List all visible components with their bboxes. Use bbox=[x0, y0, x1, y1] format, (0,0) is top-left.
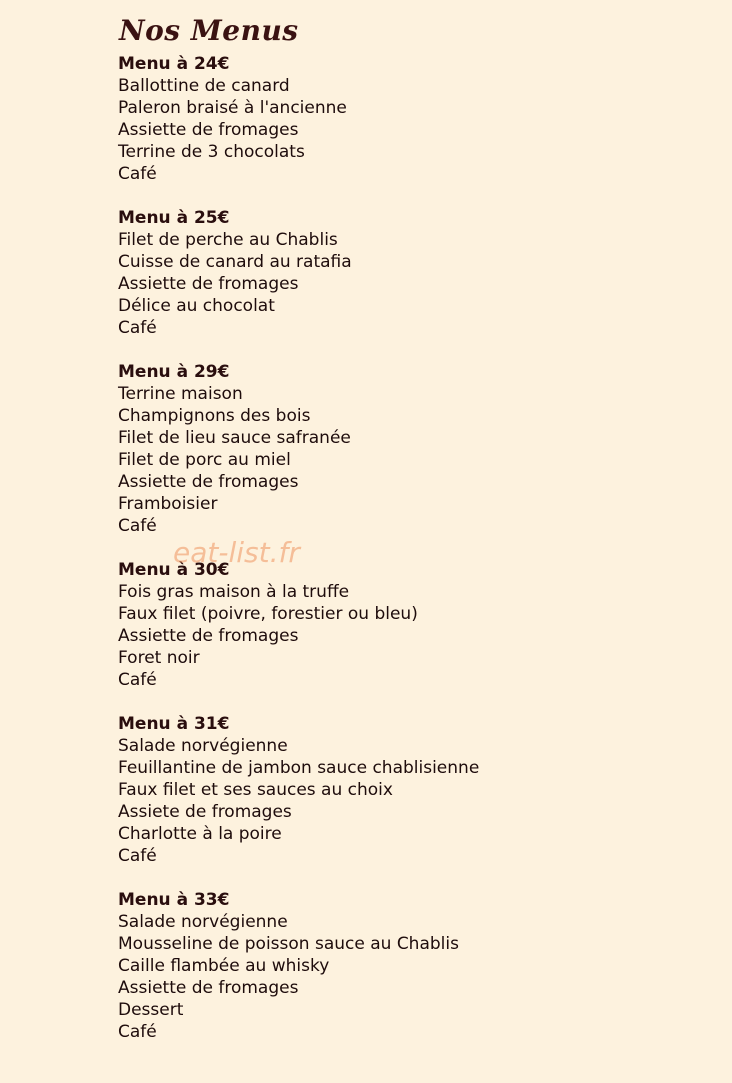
menu-heading: Menu à 31€ bbox=[118, 714, 230, 734]
menu-item: Filet de perche au Chablis bbox=[118, 230, 338, 250]
menu-item: Ballottine de canard bbox=[118, 76, 290, 96]
menu-block bbox=[118, 713, 698, 867]
watermark: eat-list.fr bbox=[173, 536, 300, 569]
menu-item: Café bbox=[118, 164, 157, 184]
menu-item: Terrine de 3 chocolats bbox=[118, 142, 305, 162]
menu-item: Salade norvégienne bbox=[118, 736, 288, 756]
menu-item: Caille flambée au whisky bbox=[118, 956, 330, 976]
menu-item: Fois gras maison à la truffe bbox=[118, 582, 350, 602]
menu-heading: Menu à 30€ bbox=[118, 560, 230, 580]
menu-block bbox=[118, 559, 698, 691]
menu-heading: Menu à 29€ bbox=[118, 362, 230, 382]
menu-block bbox=[118, 207, 698, 339]
menu-item: Café bbox=[118, 846, 157, 866]
menu-item: Charlotte à la poire bbox=[118, 824, 282, 844]
menu-item: Café bbox=[118, 670, 157, 690]
menu-item: Délice au chocolat bbox=[118, 296, 275, 316]
menu-block bbox=[118, 361, 698, 537]
menu-item: Dessert bbox=[118, 1000, 184, 1020]
menu-item: Salade norvégienne bbox=[118, 912, 288, 932]
menu-item: Café bbox=[118, 1022, 157, 1042]
menu-item: Cuisse de canard au ratafia bbox=[118, 252, 352, 272]
menu-block bbox=[118, 53, 698, 185]
menu-item: Café bbox=[118, 318, 157, 338]
menu-heading: Menu à 33€ bbox=[118, 890, 230, 910]
menu-item: Assiete de fromages bbox=[118, 802, 292, 822]
menu-item: Assiette de fromages bbox=[118, 472, 299, 492]
menu-item: Terrine maison bbox=[118, 384, 243, 404]
menu-heading: Menu à 25€ bbox=[118, 208, 230, 228]
menu-item: Assiette de fromages bbox=[118, 120, 299, 140]
menu-item: Paleron braisé à l'ancienne bbox=[118, 98, 347, 118]
menu-block bbox=[118, 889, 698, 1043]
menu-item: Assiette de fromages bbox=[118, 274, 299, 294]
menu-item: Café bbox=[118, 516, 157, 536]
menu-item: Assiette de fromages bbox=[118, 626, 299, 646]
menu-item: Faux filet (poivre, forestier ou bleu) bbox=[118, 604, 418, 624]
menu-item: Foret noir bbox=[118, 648, 200, 668]
menu-item: Mousseline de poisson sauce au Chablis bbox=[118, 934, 459, 954]
menu-heading: Menu à 24€ bbox=[118, 54, 230, 74]
menu-item: Filet de porc au miel bbox=[118, 450, 291, 470]
page-title: Nos Menus bbox=[119, 14, 299, 47]
menu-item: Filet de lieu sauce safranée bbox=[118, 428, 351, 448]
menu-item: Faux filet et ses sauces au choix bbox=[118, 780, 393, 800]
menu-list bbox=[118, 53, 698, 1065]
menu-item: Framboisier bbox=[118, 494, 218, 514]
menu-item: Champignons des bois bbox=[118, 406, 311, 426]
menu-item: Feuillantine de jambon sauce chablisienne bbox=[118, 758, 480, 778]
menu-item: Assiette de fromages bbox=[118, 978, 299, 998]
